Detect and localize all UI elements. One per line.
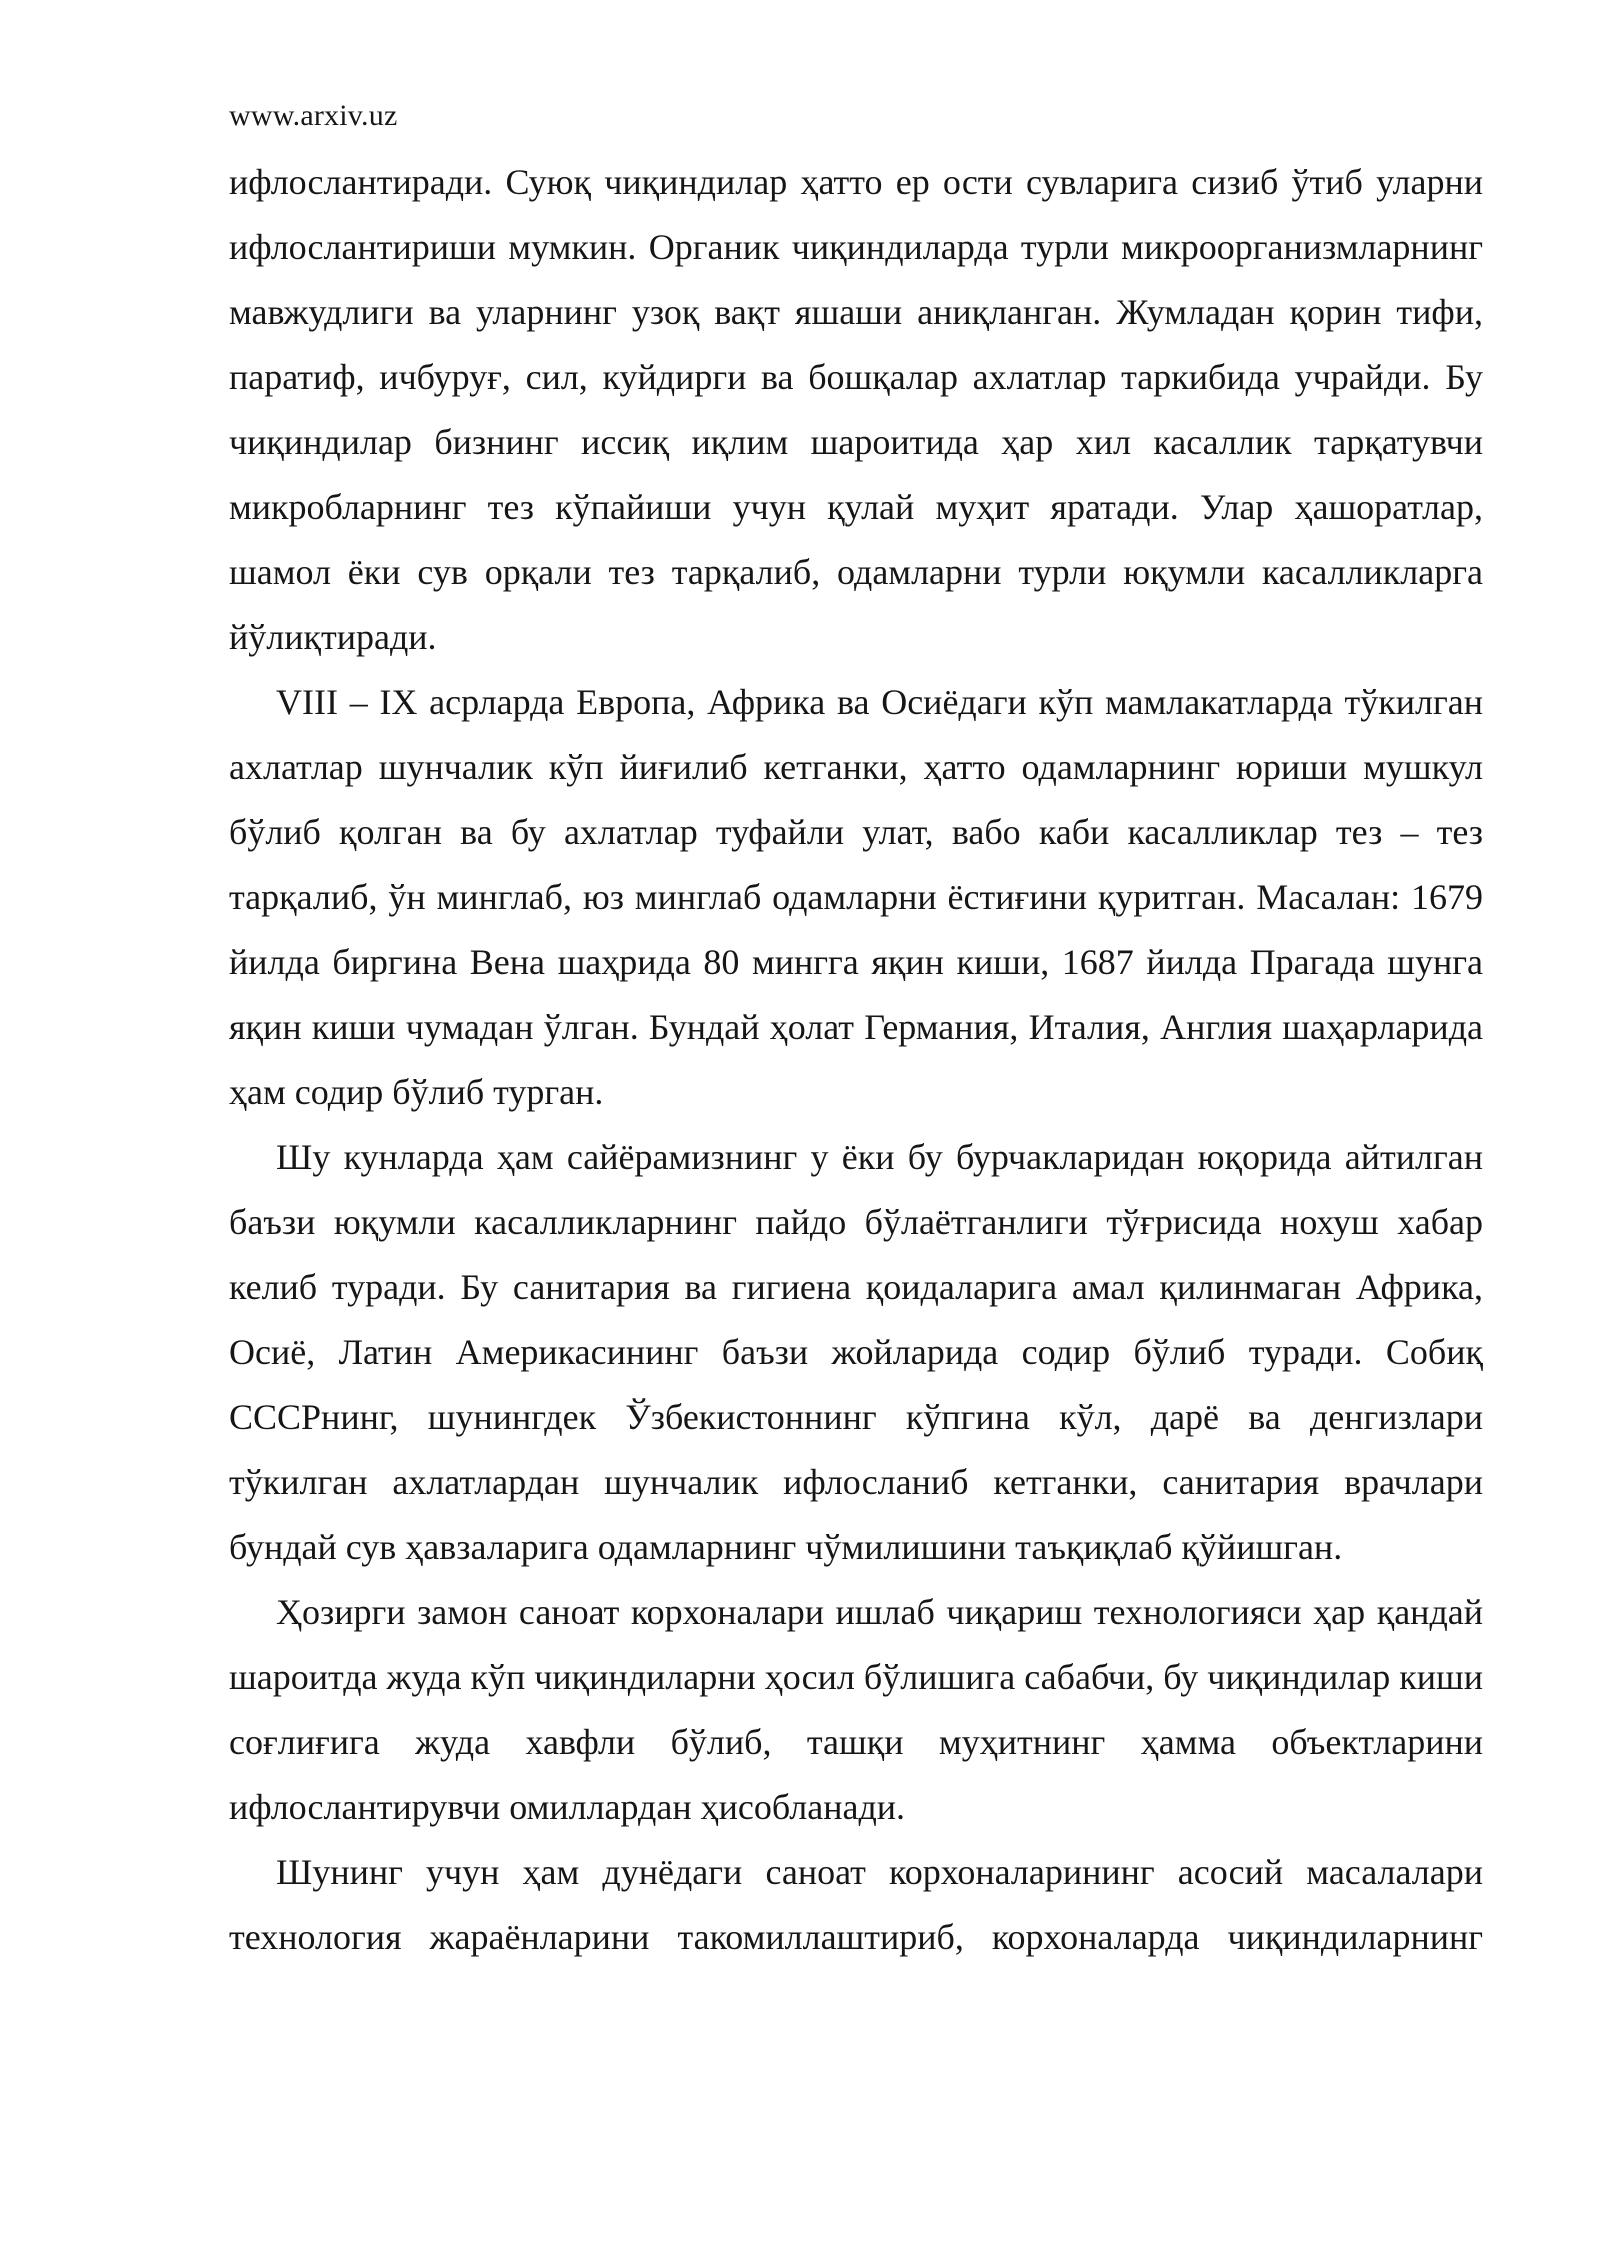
paragraph-5: Шунинг учун ҳам дунёдаги саноат корхоналарининг асосий масалалари технология жараёнларини такомиллаштириб, корхоналарда чиқиндиларнинг	[229, 1852, 1483, 1957]
site-url[interactable]: www.arxiv.uz	[229, 99, 398, 132]
paragraph-4: Ҳозирги замон саноат корхоналари ишлаб чиқариш технологияси ҳар қандай шароитда жуда кўп чиқиндиларни ҳосил бўлишига сабабчи, бу чиқиндилар киши соғлиғига жуда хавфли бўлиб, ташқи муҳитнинг ҳамма объектларини ифлослантирувчи омиллардан ҳисобланади.	[229, 1592, 1483, 1827]
paragraph-3: Шу кунларда ҳам сайёрамизнинг у ёки бу бурчакларидан юқорида айтилган баъзи юқумли касалликларнинг пайдо бўлаётганлиги тўғрисида нохуш хабар келиб туради. Бу санитария ва гигиена қоидаларига амал қилинмаган Африка, Осиё, Латин Америкасининг баъзи жойларида содир бўлиб туради. Собиқ СССРнинг, шунингдек Ўзбекистоннинг кўпгина кўл, дарё ва денгизлари тўкилган ахлатлардан шунчалик ифлосланиб кетганки, санитария врачлари бундай сув ҳавзаларига одамларнинг чўмилишини таъқиқлаб қўйишган.	[229, 1137, 1483, 1567]
paragraph-2: VIII – IX асрларда Европа, Африка ва Осиёдаги кўп мамлакатларда тўкилган ахлатлар шунчалик кўп йиғилиб кетганки, ҳатто одамларнинг юриши мушкул бўлиб қолган ва бу ахлатлар туфайли улат, вабо каби касалликлар тез – тез тарқалиб, ўн минглаб, юз минглаб одамларни ёстиғини қуритган. Масалан: 1679 йилда биргина Вена шаҳрида 80 мингга яқин киши, 1687 йилда Прагада шунга яқин киши чумадан ўлган. Бундай ҳолат Германия, Италия, Англия шаҳарларида ҳам содир бўлиб турган.	[229, 682, 1483, 1112]
text-body	[229, 150, 1483, 1970]
paragraph-1: ифлослантиради. Суюқ чиқиндилар ҳатто ер ости сувларига сизиб ўтиб уларни ифлослантириши мумкин. Органик чиқиндиларда турли микроорганизмларнинг мавжудлиги ва уларнинг узоқ вақт яшаши аниқланган. Жумладан қорин тифи, паратиф, ичбуруғ, сил, куйдирги ва бошқалар ахлатлар таркибида учрайди. Бу чиқиндилар бизнинг иссиқ иқлим шароитида ҳар хил касаллик тарқатувчи микробларнинг тез кўпайиши учун қулай муҳит яратади. Улар ҳашоратлар, шамол ёки сув орқали тез тарқалиб, одамларни турли юқумли касалликларга йўлиқтиради.	[229, 162, 1483, 657]
